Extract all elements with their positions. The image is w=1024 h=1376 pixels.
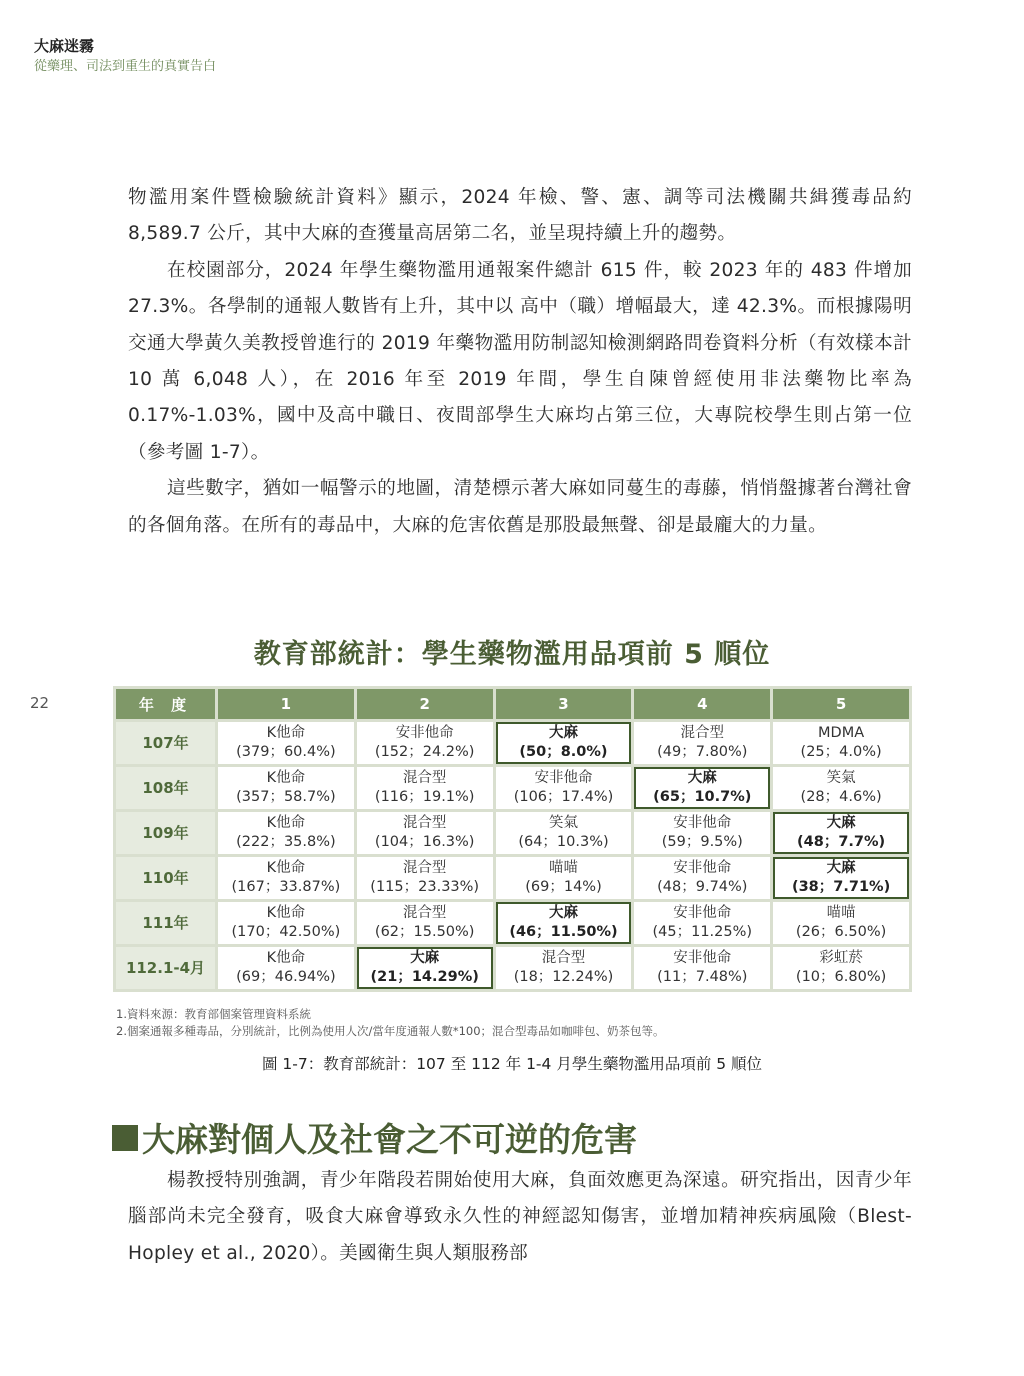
drug-count-percent: (115；23.33%) xyxy=(370,879,480,895)
book-subtitle: 從藥理、司法到重生的真實告白 xyxy=(34,59,217,74)
drug-name: K他命 xyxy=(266,860,306,876)
drug-cell xyxy=(634,947,770,989)
ranking-table xyxy=(113,686,912,992)
footnotes xyxy=(116,1006,665,1040)
drug-cell xyxy=(357,857,493,899)
drug-cell xyxy=(218,812,354,854)
drug-cell xyxy=(357,722,493,764)
drug-count-percent: (167；33.87%) xyxy=(231,879,341,895)
paragraph: 楊教授特別強調，青少年階段若開始使用大麻，負面效應更為深遠。研究指出，因青少年腦部尚未完全發育，吸食大麻會導致永久性的神經認知傷害，並增加精神疾病風險（Blest-Hopley et al., 2020）。美國衛生與人類服務部 xyxy=(128,1170,912,1264)
drug-name: 笑氣 xyxy=(548,815,578,831)
year-cell: 108年 xyxy=(116,767,215,809)
drug-count-percent: (59；9.5%) xyxy=(661,834,743,850)
table-row xyxy=(116,812,909,854)
drug-cell xyxy=(773,947,909,989)
highlighted-cannabis-cell xyxy=(634,767,770,809)
drug-name: K他命 xyxy=(266,770,306,786)
running-head xyxy=(34,36,216,76)
drug-count-percent: (170；42.50%) xyxy=(231,924,341,940)
drug-cell xyxy=(634,902,770,944)
rank-column-header: 5 xyxy=(773,689,909,719)
table-body xyxy=(116,722,909,989)
highlighted-cannabis-cell xyxy=(773,812,909,854)
year-cell: 110年 xyxy=(116,857,215,899)
drug-count-percent: (104；16.3%) xyxy=(374,834,475,850)
drug-name: 安非他命 xyxy=(673,905,732,921)
drug-name: K他命 xyxy=(266,905,306,921)
table-row xyxy=(116,947,909,989)
drug-name: K他命 xyxy=(266,725,306,741)
drug-cell xyxy=(773,767,909,809)
drug-count-percent: (69；46.94%) xyxy=(236,969,336,985)
figure-caption: 圖 1-7：教育部統計：107 至 112 年 1-4 月學生藥物濫用品項前 5 順位 xyxy=(261,1055,763,1073)
drug-count-percent: (222；35.8%) xyxy=(236,834,336,850)
drug-name: 混合型 xyxy=(402,905,447,921)
drug-count-percent: (116；19.1%) xyxy=(374,789,475,805)
highlighted-cannabis-cell xyxy=(773,857,909,899)
year-column-header: 年 度 xyxy=(116,689,215,719)
drug-cell xyxy=(218,902,354,944)
highlighted-cannabis-cell xyxy=(496,902,632,944)
drug-count-percent: (357；58.7%) xyxy=(236,789,336,805)
drug-count-percent: (48；9.74%) xyxy=(657,879,748,895)
drug-name: 大麻 xyxy=(826,815,856,831)
drug-count-percent: (18；12.24%) xyxy=(513,969,614,985)
drug-count-percent: (65；10.7%) xyxy=(653,789,752,805)
drug-name: MDMA xyxy=(818,725,865,741)
drug-count-percent: (26；6.50%) xyxy=(795,924,887,940)
drug-name: K他命 xyxy=(266,815,306,831)
year-cell: 107年 xyxy=(116,722,215,764)
drug-name: 安非他命 xyxy=(673,860,732,876)
drug-name: 彩虹菸 xyxy=(819,950,863,966)
table-row xyxy=(116,767,909,809)
drug-name: 大麻 xyxy=(826,860,856,876)
drug-cell xyxy=(218,722,354,764)
table-row xyxy=(116,902,909,944)
drug-name: 喵喵 xyxy=(826,905,856,921)
year-cell: 109年 xyxy=(116,812,215,854)
drug-name: 混合型 xyxy=(680,725,725,741)
drug-name: K他命 xyxy=(266,950,306,966)
body-text xyxy=(128,180,912,544)
section-heading xyxy=(112,1114,637,1161)
book-title: 大麻迷霧 xyxy=(34,37,95,55)
drug-cell xyxy=(357,902,493,944)
drug-name: 混合型 xyxy=(541,950,586,966)
paragraph: 在校園部分，2024 年學生藥物濫用通報案件總計 615 件，較 2023 年的 483 件增加 27.3%。各學制的通報人數皆有上升，其中以 高中（職）增幅最大，達 42.3%。而根據陽明交通大學黃久美教授曾進行的 2019 年藥物濫用防制認知檢測網路問卷資料分析（有效樣本計 10 萬 6,048 人），在 2016 年至 2019 年間，學生自陳曾經使用非法藥物比率為 0.17%-1.03%，國中及高中職日、夜間部學生大麻均占第三位，大專院校學生則占第一位（參考圖 1-7）。 xyxy=(128,259,912,463)
drug-count-percent: (69；14%) xyxy=(525,879,602,895)
page-number: 22 xyxy=(30,694,50,712)
drug-name: 安非他命 xyxy=(673,815,732,831)
drug-count-percent: (45；11.25%) xyxy=(652,924,753,940)
table-row xyxy=(116,857,909,899)
year-cell: 111年 xyxy=(116,902,215,944)
drug-count-percent: (49；7.80%) xyxy=(657,744,748,760)
drug-count-percent: (106；17.4%) xyxy=(513,789,614,805)
paragraph: 物濫用案件暨檢驗統計資料》顯示，2024 年檢、警、憲、調等司法機關共緝獲毒品約 8,589.7 公斤，其中大麻的查獲量高居第二名，並呈現持續上升的趨勢。 xyxy=(128,187,912,245)
section-heading-text: 大麻對個人及社會之不可逆的危害 xyxy=(142,1120,637,1159)
drug-cell xyxy=(496,812,632,854)
drug-count-percent: (11；7.48%) xyxy=(657,969,748,985)
drug-cell xyxy=(218,767,354,809)
drug-count-percent: (62；15.50%) xyxy=(374,924,475,940)
drug-count-percent: (152；24.2%) xyxy=(374,744,475,760)
drug-count-percent: (379；60.4%) xyxy=(236,744,336,760)
drug-cell xyxy=(357,812,493,854)
drug-name: 笑氣 xyxy=(826,770,856,786)
drug-count-percent: (21；14.29%) xyxy=(370,969,479,985)
table-header-row xyxy=(116,689,909,719)
paragraph: 這些數字，猶如一幅警示的地圖，清楚標示著大麻如同蔓生的毒藤，悄悄盤據著台灣社會的各個角落。在所有的毒品中，大麻的危害依舊是那股最無聲、卻是最龐大的力量。 xyxy=(128,478,912,536)
highlighted-cannabis-cell xyxy=(496,722,632,764)
drug-count-percent: (64；10.3%) xyxy=(518,834,609,850)
drug-name: 大麻 xyxy=(410,950,440,966)
drug-count-percent: (50；8.0%) xyxy=(519,744,608,760)
drug-cell xyxy=(496,947,632,989)
square-bullet-icon xyxy=(112,1125,138,1151)
drug-count-percent: (46；11.50%) xyxy=(509,924,618,940)
chart-title: 教育部統計：學生藥物濫用品項前 5 順位 xyxy=(253,639,771,670)
drug-count-percent: (10；6.80%) xyxy=(795,969,887,985)
year-cell: 112.1-4月 xyxy=(116,947,215,989)
drug-cell xyxy=(357,767,493,809)
drug-cell xyxy=(773,902,909,944)
drug-name: 安非他命 xyxy=(395,725,454,741)
drug-name: 大麻 xyxy=(687,770,717,786)
rank-column-header: 4 xyxy=(634,689,770,719)
drug-name: 安非他命 xyxy=(673,950,732,966)
rank-column-header: 1 xyxy=(218,689,354,719)
rank-column-header: 3 xyxy=(496,689,632,719)
drug-cell xyxy=(496,767,632,809)
drug-count-percent: (25；4.0%) xyxy=(800,744,882,760)
drug-count-percent: (38；7.71%) xyxy=(791,879,891,895)
drug-cell xyxy=(496,857,632,899)
drug-cell xyxy=(634,857,770,899)
drug-cell xyxy=(218,857,354,899)
drug-cell xyxy=(634,722,770,764)
highlighted-cannabis-cell xyxy=(357,947,493,989)
drug-name: 大麻 xyxy=(548,725,578,741)
footnote: 2.個案通報多種毒品，分別統計，比例為使用人次/當年度通報人數*100；混合型毒品如咖啡包、奶茶包等。 xyxy=(116,1024,665,1038)
drug-name: 混合型 xyxy=(402,770,447,786)
drug-name: 混合型 xyxy=(402,860,447,876)
drug-name: 混合型 xyxy=(402,815,447,831)
drug-name: 大麻 xyxy=(548,905,578,921)
drug-cell xyxy=(218,947,354,989)
rank-column-header: 2 xyxy=(357,689,493,719)
drug-cell xyxy=(634,812,770,854)
drug-name: 安非他命 xyxy=(534,770,593,786)
section-text xyxy=(128,1163,912,1272)
drug-name: 喵喵 xyxy=(548,860,578,876)
table-row xyxy=(116,722,909,764)
drug-cell xyxy=(773,722,909,764)
drug-count-percent: (48；7.7%) xyxy=(797,834,886,850)
footnote: 1.資料來源：教育部個案管理資料系統 xyxy=(116,1007,311,1021)
drug-count-percent: (28；4.6%) xyxy=(800,789,882,805)
